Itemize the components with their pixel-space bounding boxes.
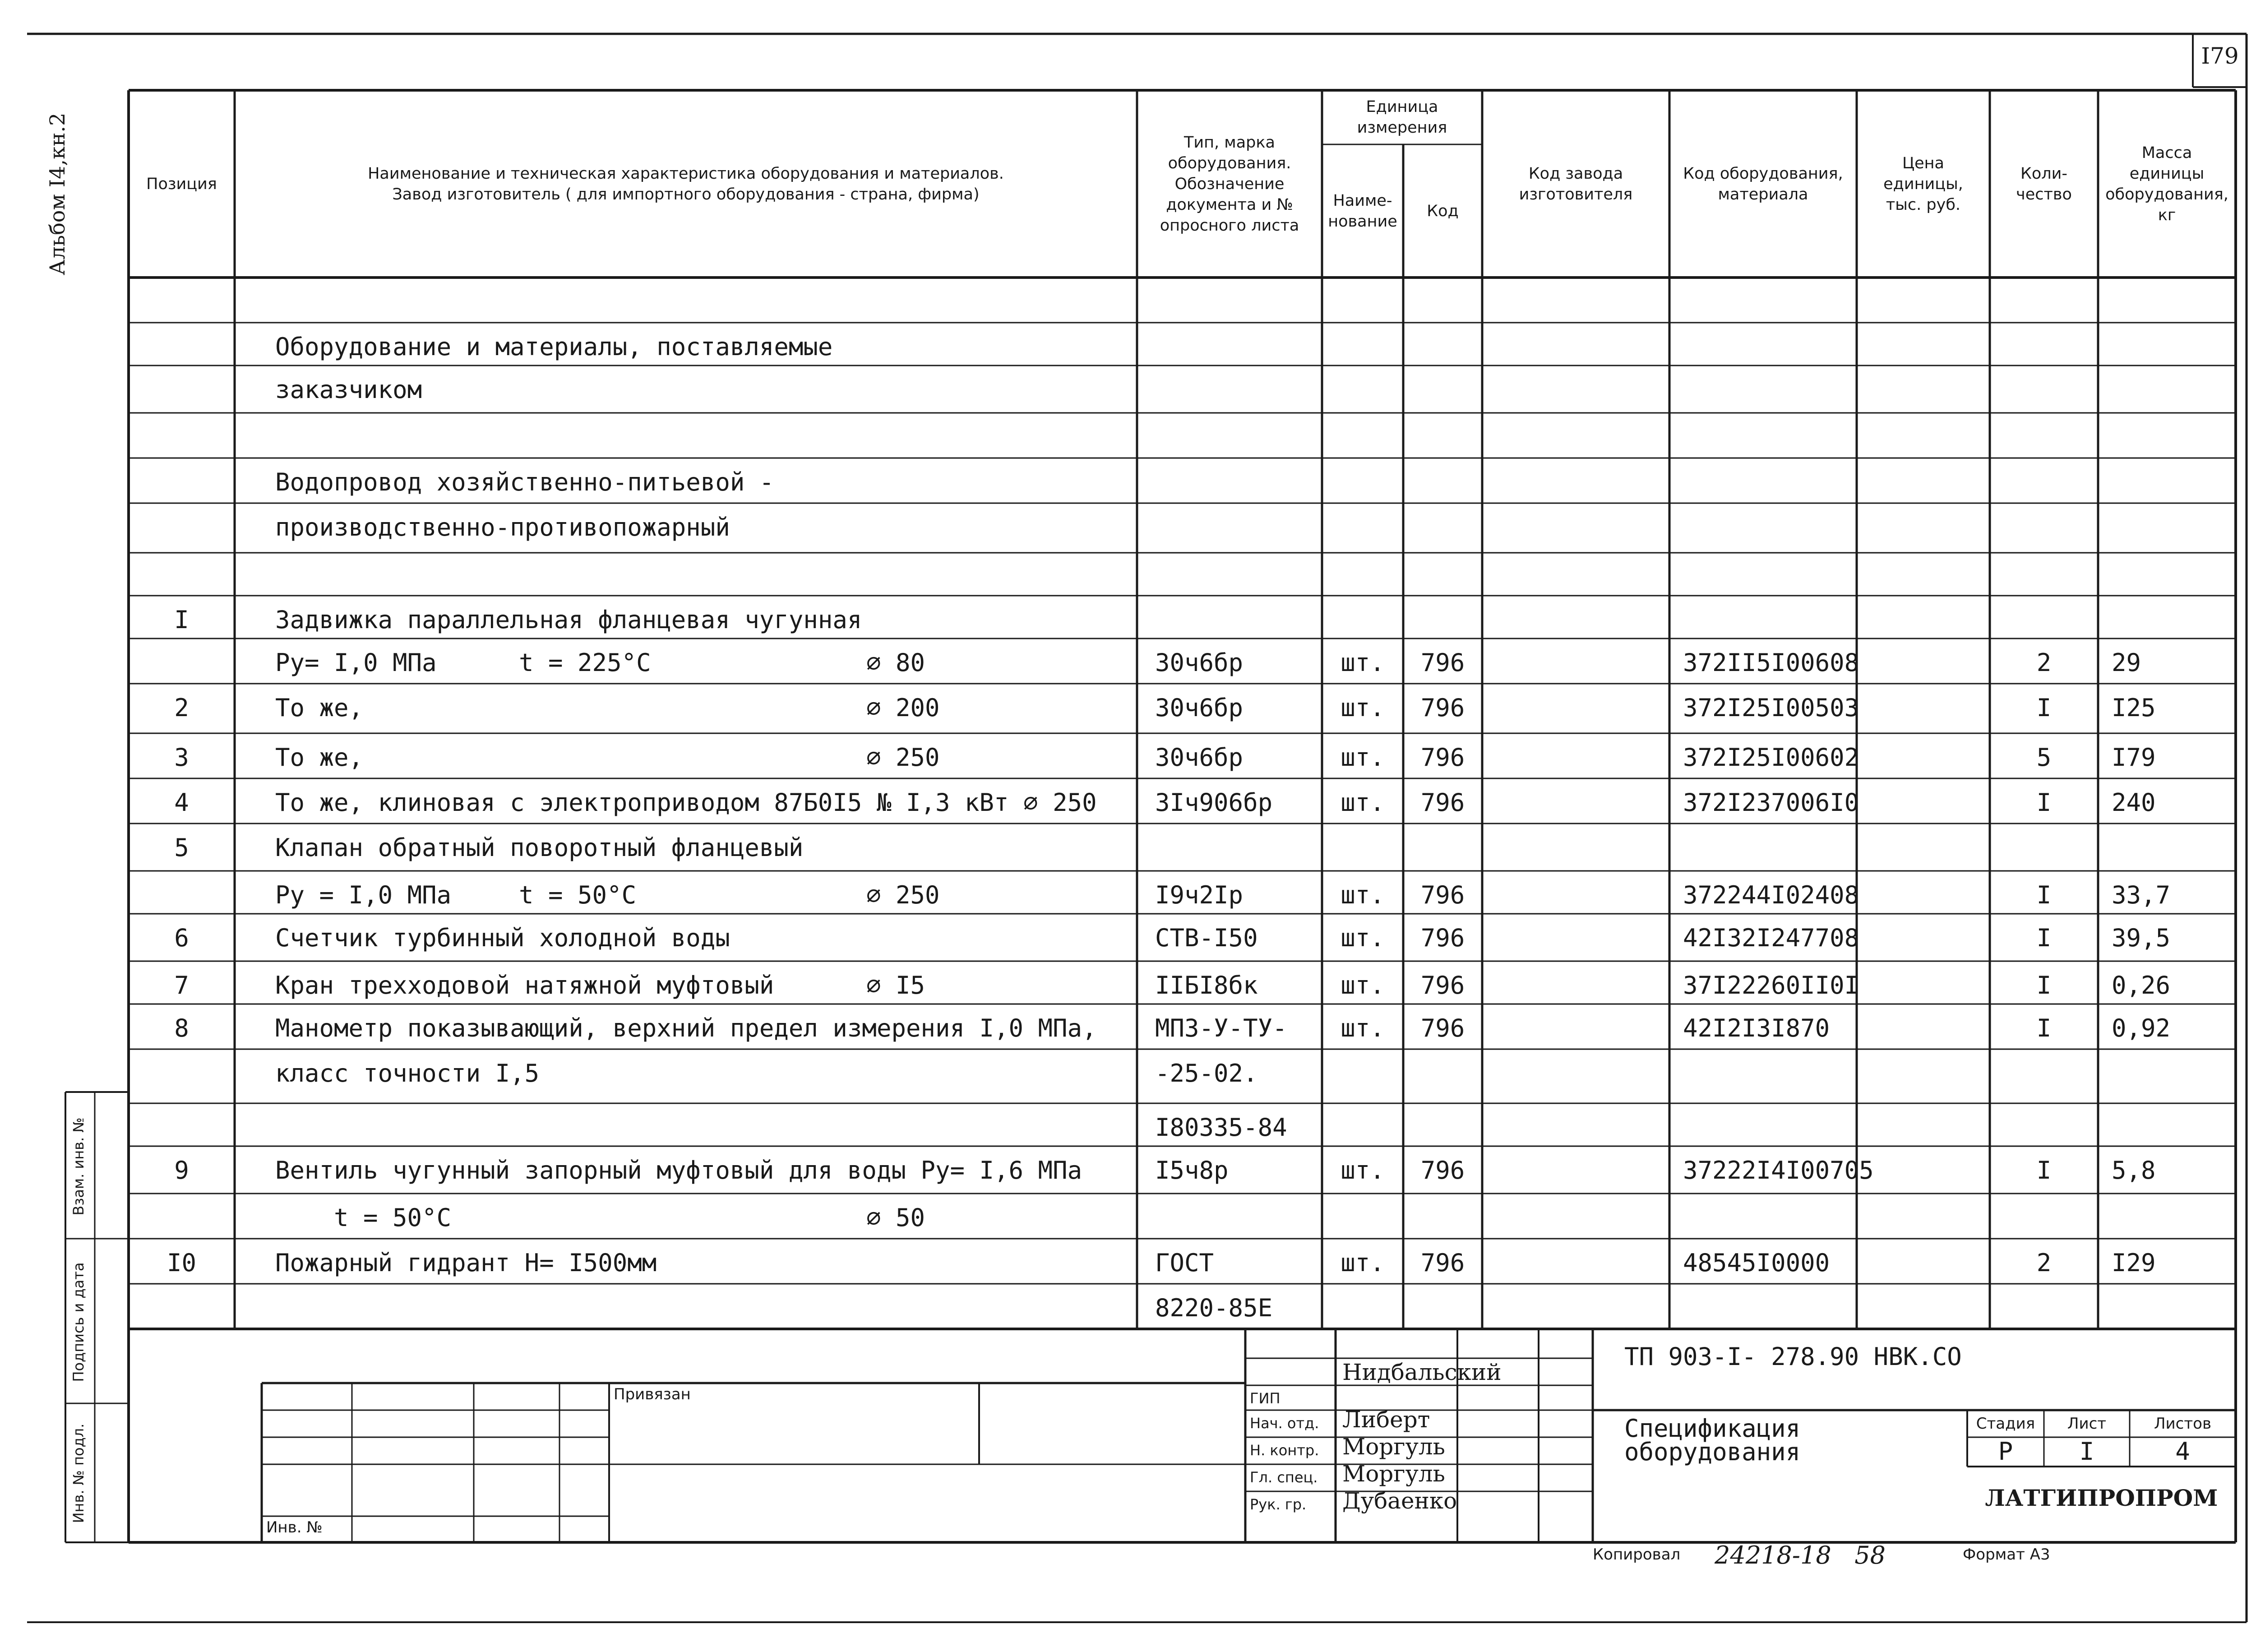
col-header-type: Тип, марка оборудования. Обозначение документа и № опросного листа	[1160, 133, 1299, 235]
col-header-qty: Коли- чество	[2016, 164, 2072, 204]
sheet-value: I	[2079, 1437, 2094, 1466]
cell-equip: 48545I0000	[1683, 1249, 1830, 1277]
cell-unit: шт.	[1341, 788, 1385, 817]
cell-pos: 4	[174, 788, 189, 817]
cell-code: 796	[1420, 694, 1465, 722]
cell-qty: 2	[2036, 648, 2052, 677]
format-label: Формат А3	[1963, 1546, 2050, 1564]
cell-unit: шт.	[1341, 648, 1385, 677]
cell-type: I5ч8р	[1155, 1156, 1229, 1185]
copied-value: 24218-18 58	[1715, 1541, 1886, 1569]
cell-code: 796	[1420, 924, 1465, 952]
copied-label: Копировал	[1593, 1546, 1681, 1564]
cell-name: Водопровод хозяйственно-питьевой -	[275, 468, 774, 496]
stamp-role: Гл. спец.	[1250, 1469, 1318, 1486]
cell-equip: 37222I4I00705	[1683, 1156, 1874, 1185]
cell-dia: ⌀ 80	[866, 648, 925, 677]
col-header-plant-code: Код завода изготовителя	[1519, 164, 1633, 204]
cell-name: Вентиль чугунный запорный муфтовый для воды Ру= I,6 МПа	[275, 1156, 1082, 1185]
privyazan-label: Привязан	[614, 1385, 691, 1403]
cell-mass: 39,5	[2112, 924, 2171, 952]
stamp-name: Дубаенко	[1342, 1488, 1457, 1514]
cell-equip: 372244I02408	[1683, 881, 1859, 909]
cell-mass: 29	[2112, 648, 2141, 677]
cell-pos: 2	[174, 694, 189, 722]
cell-code: 796	[1420, 881, 1465, 909]
cell-type: 30ч6бр	[1155, 743, 1244, 772]
cell-pos: I0	[166, 1249, 197, 1277]
cell-name: Задвижка параллельная фланцевая чугунная	[275, 606, 862, 634]
cell-code: 796	[1420, 743, 1465, 772]
stage-label: Стадия	[1976, 1415, 2035, 1433]
stage-value: Р	[1998, 1437, 2013, 1466]
cell-name: Ру= I,0 МПа	[275, 648, 437, 677]
cell-qty: I	[2036, 1014, 2052, 1042]
cell-unit: шт.	[1341, 743, 1385, 772]
cell-unit: шт.	[1341, 971, 1385, 1000]
cell-type: 8220-85Е	[1155, 1294, 1273, 1322]
side-label-inv: Инв. № подл.	[70, 1423, 87, 1523]
cell-unit: шт.	[1341, 1156, 1385, 1185]
cell-qty: 2	[2036, 1249, 2052, 1277]
cell-name: производственно-противопожарный	[275, 513, 730, 541]
cell-mass: 33,7	[2112, 881, 2171, 909]
cell-pos: I	[174, 606, 189, 634]
stamp-role: ГИП	[1250, 1390, 1281, 1407]
cell-unit: шт.	[1341, 924, 1385, 952]
cell-type: I9ч2Iр	[1155, 881, 1244, 909]
cell-unit: шт.	[1341, 1014, 1385, 1042]
cell-code: 796	[1420, 648, 1465, 677]
col-header-unit-group: Единица измерения	[1357, 98, 1447, 137]
cell-dia: ⌀ 250	[866, 881, 940, 909]
cell-qty: I	[2036, 924, 2052, 952]
col-header-name: Наименование и техническая характеристика оборудования и материалов. Завод изготовитель ( для импортного оборудования - страна, фирма)	[368, 164, 1004, 204]
cell-type: МПЗ-У-ТУ-	[1155, 1014, 1287, 1042]
cell-type: IIБI8бк	[1155, 971, 1258, 1000]
cell-temp: t = 225°С	[519, 648, 651, 677]
col-header-price: Цена единицы, тыс. руб.	[1883, 154, 1963, 214]
cell-name: Оборудование и материалы, поставляемые	[275, 333, 833, 361]
cell-equip: 37I22260II0I	[1683, 971, 1859, 1000]
cell-code: 796	[1420, 971, 1465, 1000]
sheet-label: Лист	[2067, 1415, 2107, 1433]
cell-mass: 0,92	[2112, 1014, 2171, 1042]
cell-pos: 6	[174, 924, 189, 952]
cell-mass: I79	[2112, 743, 2156, 772]
col-header-unit-name: Наиме- нование	[1328, 191, 1397, 231]
cell-name: Кран трехходовой натяжной муфтовый	[275, 971, 774, 1000]
cell-temp: t = 50°С	[519, 881, 637, 909]
cell-temp: t = 50°С	[334, 1203, 452, 1232]
sheets-value: 4	[2175, 1437, 2190, 1466]
cell-name: Счетчик турбинный холодной воды	[275, 924, 730, 952]
cell-mass: I25	[2112, 694, 2156, 722]
cell-pos: 7	[174, 971, 189, 1000]
cell-code: 796	[1420, 1014, 1465, 1042]
cell-unit: шт.	[1341, 881, 1385, 909]
cell-qty: I	[2036, 1156, 2052, 1185]
cell-dia: ⌀ I5	[866, 971, 925, 1000]
cell-type: -25-02.	[1155, 1059, 1258, 1087]
cell-code: 796	[1420, 1156, 1465, 1185]
cell-name: То же,	[275, 694, 364, 722]
cell-name: То же, клиновая с электроприводом 87Б0I5 № I,3 кВт ⌀ 250	[275, 788, 1097, 817]
stamp-role: Рук. гр.	[1250, 1496, 1307, 1513]
side-label-podpis: Подпись и дата	[70, 1262, 87, 1382]
cell-type: СТВ-I50	[1155, 924, 1258, 952]
cell-type: 30ч6бр	[1155, 648, 1244, 677]
stamp-name: Моргуль	[1342, 1434, 1445, 1460]
stamp-role: Нач. отд.	[1250, 1415, 1319, 1432]
cell-mass: 0,26	[2112, 971, 2171, 1000]
stamp-name: Нидбальский	[1342, 1359, 1502, 1385]
cell-unit: шт.	[1341, 694, 1385, 722]
col-header-unit-code: Код	[1427, 202, 1459, 220]
cell-dia: ⌀ 200	[866, 694, 940, 722]
sheet-number: I79	[2201, 43, 2239, 69]
cell-name: Клапан обратный поворотный фланцевый	[275, 833, 804, 862]
cell-code: 796	[1420, 1249, 1465, 1277]
cell-type: 3Iч906бр	[1155, 788, 1273, 817]
cell-name: Манометр показывающий, верхний предел измерения I,0 МПа,	[275, 1014, 1097, 1042]
cell-dia: ⌀ 250	[866, 743, 940, 772]
sheets-label: Листов	[2154, 1415, 2211, 1433]
cell-qty: I	[2036, 881, 2052, 909]
cell-mass: 5,8	[2112, 1156, 2156, 1185]
cell-qty: 5	[2036, 743, 2052, 772]
stamp-role: Н. контр.	[1250, 1442, 1319, 1459]
stamp-title: Спецификация оборудования	[1624, 1414, 1801, 1466]
cell-equip: 372I25I00503	[1683, 694, 1859, 722]
cell-equip: 372I237006I0	[1683, 788, 1859, 817]
stamp-name: Либерт	[1342, 1407, 1430, 1433]
cell-mass: 240	[2112, 788, 2156, 817]
cell-unit: шт.	[1341, 1249, 1385, 1277]
cell-name: класс точности I,5	[275, 1059, 540, 1087]
cell-equip: 372I25I00602	[1683, 743, 1859, 772]
cell-type: ГОСТ	[1155, 1249, 1214, 1277]
cell-pos: 9	[174, 1156, 189, 1185]
doc-code: ТП 903-I- 278.90 НВК.СО	[1624, 1342, 1962, 1371]
side-label-vzam: Взам. инв. №	[70, 1117, 87, 1216]
cell-qty: I	[2036, 694, 2052, 722]
stamp-name: Моргуль	[1342, 1461, 1445, 1487]
album-label: Альбом I4,кн.2	[45, 112, 69, 275]
cell-equip: 372II5I00608	[1683, 648, 1859, 677]
cell-qty: I	[2036, 788, 2052, 817]
col-header-mass: Масса единицы оборудования, кг	[2105, 143, 2228, 224]
cell-pos: 8	[174, 1014, 189, 1042]
org-name: ЛАТГИПРОПРОМ	[1985, 1485, 2218, 1511]
col-header-equip-code: Код оборудования, материала	[1683, 164, 1843, 204]
cell-equip: 42I32I247708	[1683, 924, 1859, 952]
cell-dia: ⌀ 50	[866, 1203, 925, 1232]
cell-code: 796	[1420, 788, 1465, 817]
cell-pos: 3	[174, 743, 189, 772]
cell-type: I80335-84	[1155, 1113, 1287, 1142]
cell-pos: 5	[174, 833, 189, 862]
cell-name: Ру = I,0 МПа	[275, 881, 452, 909]
cell-qty: I	[2036, 971, 2052, 1000]
cell-type: 30ч6бр	[1155, 694, 1244, 722]
cell-mass: I29	[2112, 1249, 2156, 1277]
inv-label: Инв. №	[266, 1518, 323, 1536]
cell-name: Пожарный гидрант Н= I500мм	[275, 1249, 657, 1277]
cell-name: То же,	[275, 743, 364, 772]
col-header-position: Позиция	[146, 175, 217, 193]
cell-name: заказчиком	[275, 375, 422, 404]
cell-equip: 42I2I3I870	[1683, 1014, 1830, 1042]
